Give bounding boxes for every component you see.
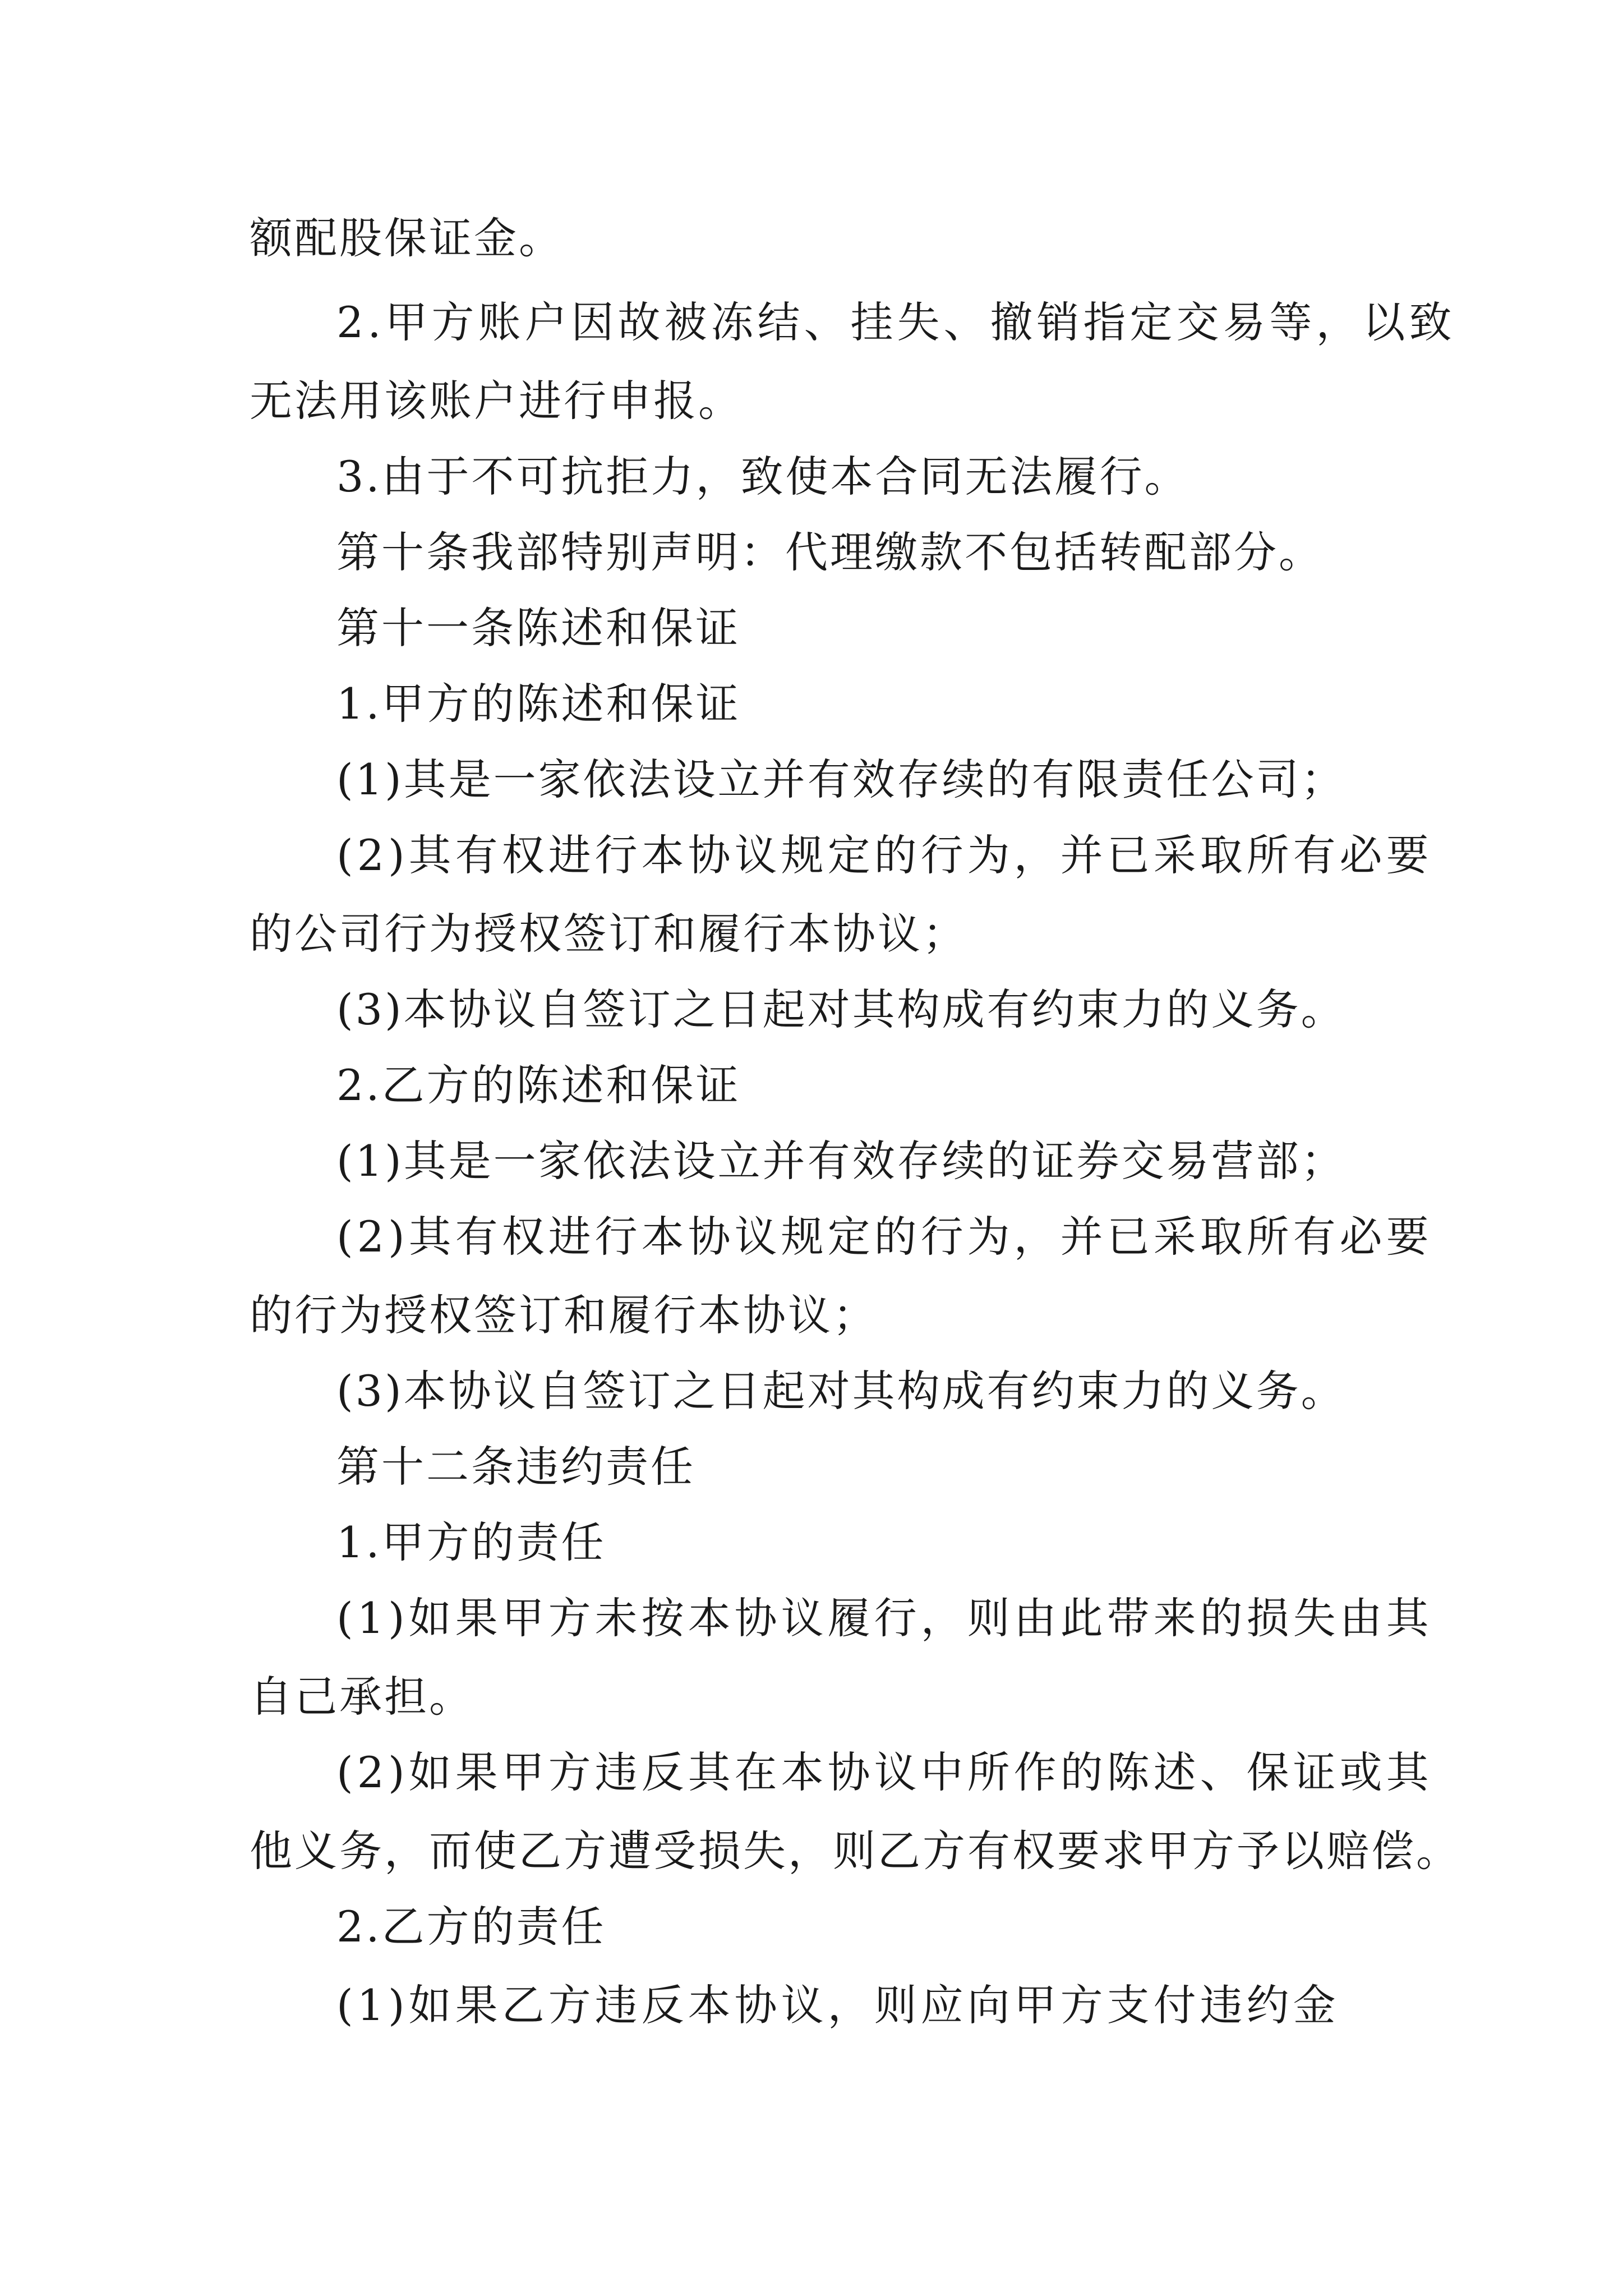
- text-line: 的公司行为授权签订和履行本协议；: [250, 909, 967, 959]
- text-line: (2)其有权进行本协议规定的行为，并已采取所有必要: [336, 830, 1433, 880]
- text-line: (2)如果甲方违反其在本协议中所作的陈述、保证或其: [336, 1747, 1433, 1797]
- text-line: 他义务，而使乙方遭受损失，则乙方有权要求甲方予以赔偿。: [250, 1826, 1461, 1876]
- text-line: (1)其是一家依法设立并有效存续的证券交易营部；: [336, 1136, 1346, 1186]
- text-line: 1.甲方的责任: [336, 1517, 606, 1567]
- text-line: 2.乙方的陈述和保证: [336, 1060, 741, 1110]
- text-line: 第十条我部特别声明：代理缴款不包括转配部分。: [336, 527, 1324, 577]
- text-line: 无法用该账户进行申报。: [250, 376, 743, 426]
- text-line: 自己承担。: [250, 1672, 474, 1722]
- text-line: (1)如果甲方未按本协议履行，则由此带来的损失由其: [336, 1593, 1433, 1643]
- text-line: (3)本协议自签订之日起对其构成有约束力的义务。: [336, 1366, 1346, 1416]
- text-line: 2.甲方账户因故被冻结、挂失、撤销指定交易等，以致: [336, 297, 1456, 347]
- text-line: 的行为授权签订和履行本协议；: [250, 1290, 878, 1340]
- text-line: (3)本协议自签订之日起对其构成有约束力的义务。: [336, 984, 1346, 1034]
- text-line: 3.由于不可抗拒力，致使本合同无法履行。: [336, 452, 1189, 501]
- text-line: (1)其是一家依法设立并有效存续的有限责任公司；: [336, 754, 1346, 804]
- text-line: 1.甲方的陈述和保证: [336, 679, 741, 729]
- text-line: (1)如果乙方违反本协议，则应向甲方支付违约金: [336, 1980, 1340, 2030]
- text-line: 2.乙方的责任: [336, 1902, 606, 1952]
- text-line: 第十二条违约责任: [336, 1442, 695, 1492]
- text-line: 第十一条陈述和保证: [336, 603, 740, 653]
- text-line: (2)其有权进行本协议规定的行为，并已采取所有必要: [336, 1212, 1433, 1262]
- text-line: 额配股保证金。: [250, 213, 564, 263]
